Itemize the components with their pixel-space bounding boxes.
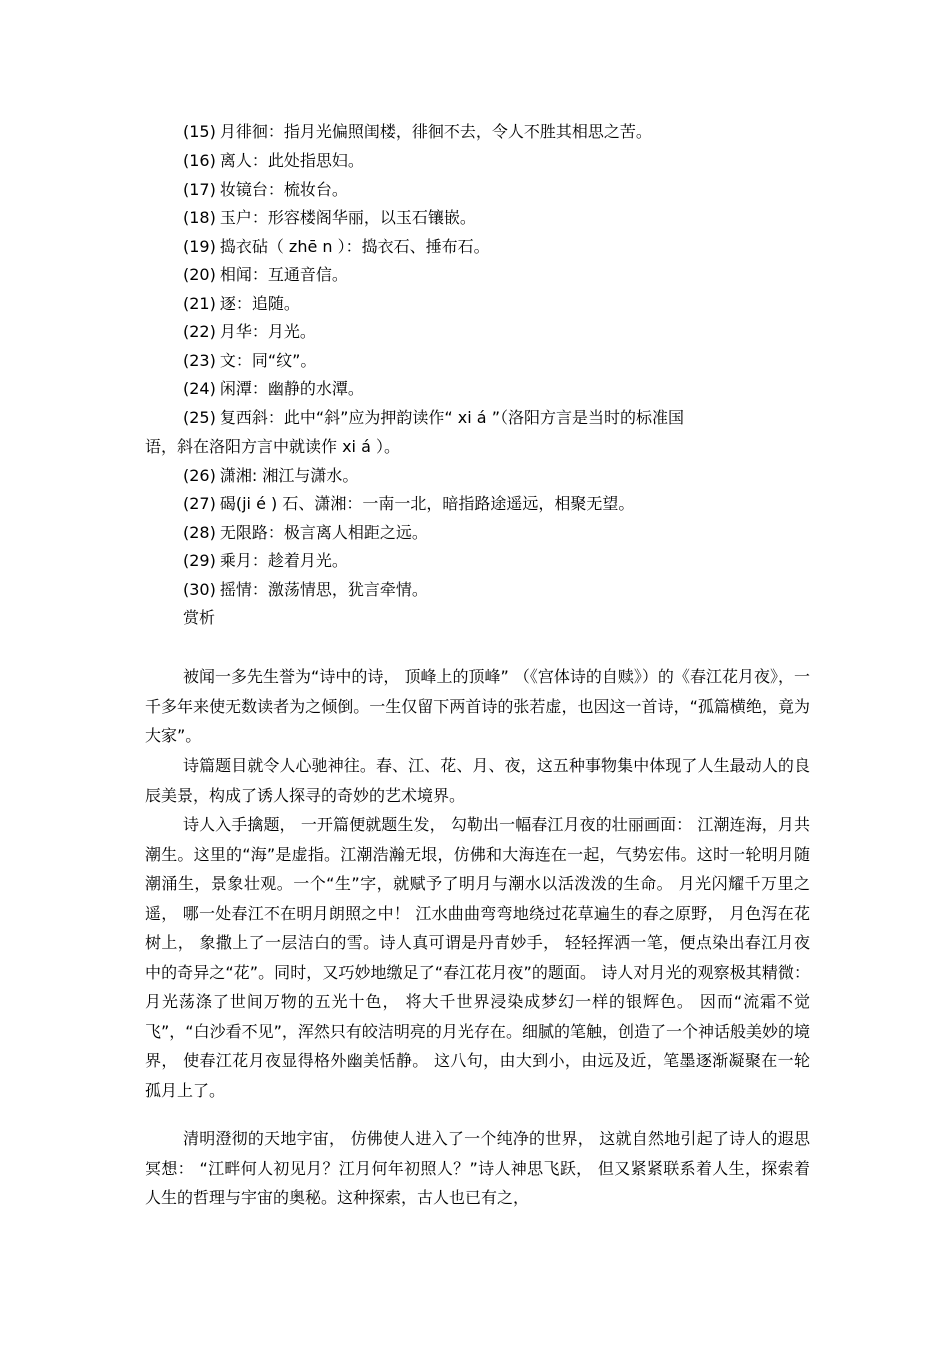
footnote-number: (25) xyxy=(183,408,216,427)
footnote-text: 月徘徊：指月光偏照闺楼，徘徊不去，令人不胜其相思之苦。 xyxy=(219,122,652,141)
footnote-27 xyxy=(183,494,823,514)
footnote-19 xyxy=(183,237,823,257)
paragraph-1: 被闻一多先生誉为“诗中的诗， 顶峰上的顶峰” （《宫体诗的自赎》）的《春江花月夜》，一千多年来使无数读者为之倾倒。一生仅留下两首诗的张若虚，也因这一首诗，“孤篇横绝，竟为大家”。 xyxy=(145,667,810,745)
footnote-22 xyxy=(183,322,823,342)
footnote-text: 月华：月光。 xyxy=(219,322,316,341)
footnote-number: (16) xyxy=(183,151,216,170)
footnote-25 xyxy=(183,408,823,428)
section-heading: 赏析 xyxy=(183,608,216,627)
footnote-number: (22) xyxy=(183,322,216,341)
footnote-text: 相闻：互通音信。 xyxy=(219,265,348,284)
footnote-24 xyxy=(183,379,823,399)
footnote-text: 闲潭：幽静的水潭。 xyxy=(219,379,364,398)
footnote-20 xyxy=(183,265,823,285)
footnote-18 xyxy=(183,208,823,228)
footnote-text: 捣衣砧（ zhē n ）：捣衣石、捶布石。 xyxy=(219,237,490,256)
footnote-text: 潇湘: 湘江与潇水。 xyxy=(219,466,359,485)
footnote-text: 离人：此处指思妇。 xyxy=(219,151,364,170)
footnote-text: 摇情：激荡情思，犹言牵情。 xyxy=(219,580,428,599)
footnote-30 xyxy=(183,580,823,600)
footnote-26 xyxy=(183,466,823,486)
footnote-text: 复西斜：此中“斜”应为押韵读作“ xi á ”（洛阳方言是当时的标准国 xyxy=(219,408,684,427)
footnote-number: (15) xyxy=(183,122,216,141)
paragraph-3: 诗人入手擒题， 一开篇便就题生发， 勾勒出一幅春江月夜的壮丽画面： 江潮连海，月共潮生。这里的“海”是虚指。江潮浩瀚无垠，仿佛和大海连在一起，气势宏伟。这时一轮明月随潮涌生，景象壮观。一个“生”字，就赋予了明月与潮水以活泼泼的生命。 月光闪耀千万里之遥， 哪一处春江不在明月朗照之中！ 江水曲曲弯弯地绕过花草遍生的春之原野， 月色泻在花树上， 象撒上了一层洁白的雪。诗人真可谓是丹青妙手， 轻轻挥洒一笔，便点染出春江月夜中的奇异之“花”。同时，又巧妙地缴足了“春江花月夜”的题面。 诗人对月光的观察极其精微： 月光荡涤了世间万物的五光十色， 将大千世界浸染成梦幻一样的银辉色。 因而“流霜不觉飞”，“白沙看不见”，浑然只有皎洁明亮的月光存在。细腻的笔触，创造了一个神话般美妙的境界， 使春江花月夜显得格外幽美恬静。 这八句，由大到小，由远及近，笔墨逐渐凝聚在一轮孤月上了。 xyxy=(145,815,810,1100)
footnote-number: (21) xyxy=(183,294,216,313)
footnote-number: (27) xyxy=(183,494,216,513)
footnote-text: 玉户：形容楼阁华丽，以玉石镶嵌。 xyxy=(219,208,476,227)
footnote-text: 无限路：极言离人相距之远。 xyxy=(219,523,428,542)
footnote-text: 妆镜台：梳妆台。 xyxy=(219,180,348,199)
footnote-number: (29) xyxy=(183,551,216,570)
footnote-number: (23) xyxy=(183,351,216,370)
footnote-number: (26) xyxy=(183,466,216,485)
footnote-number: (20) xyxy=(183,265,216,284)
footnote-number: (30) xyxy=(183,580,216,599)
paragraph-2: 诗篇题目就令人心驰神往。春、江、花、月、夜，这五种事物集中体现了人生最动人的良辰美景，构成了诱人探寻的奇妙的艺术境界。 xyxy=(145,756,810,805)
footnote-text: 文：同“纹”。 xyxy=(219,351,317,370)
footnote-text: 逐：追随。 xyxy=(219,294,300,313)
footnote-23 xyxy=(183,351,823,371)
paragraph-4: 清明澄彻的天地宇宙， 仿佛使人进入了一个纯净的世界， 这就自然地引起了诗人的遐思冥想： “江畔何人初见月？江月何年初照人？”诗人神思飞跃， 但又紧紧联系着人生，探索着人生的哲理与宇宙的奥秘。这种探索，古人也已有之， xyxy=(145,1129,810,1207)
footnote-21 xyxy=(183,294,823,314)
footnote-number: (28) xyxy=(183,523,216,542)
footnote-number: (24) xyxy=(183,379,216,398)
footnote-number: (17) xyxy=(183,180,216,199)
footnote-25-continuation: 语，斜在洛阳方言中就读作 xi á ）。 xyxy=(145,437,400,456)
footnote-text: 碣(ji é ) 石、潇湘：一南一北，暗指路途遥远，相聚无望。 xyxy=(219,494,635,513)
footnote-text: 乘月：趁着月光。 xyxy=(219,551,348,570)
footnote-28 xyxy=(183,523,823,543)
footnote-number: (19) xyxy=(183,237,216,256)
footnote-15 xyxy=(183,122,823,142)
footnote-16 xyxy=(183,151,823,171)
footnote-17 xyxy=(183,180,823,200)
footnote-number: (18) xyxy=(183,208,216,227)
footnote-29 xyxy=(183,551,823,571)
